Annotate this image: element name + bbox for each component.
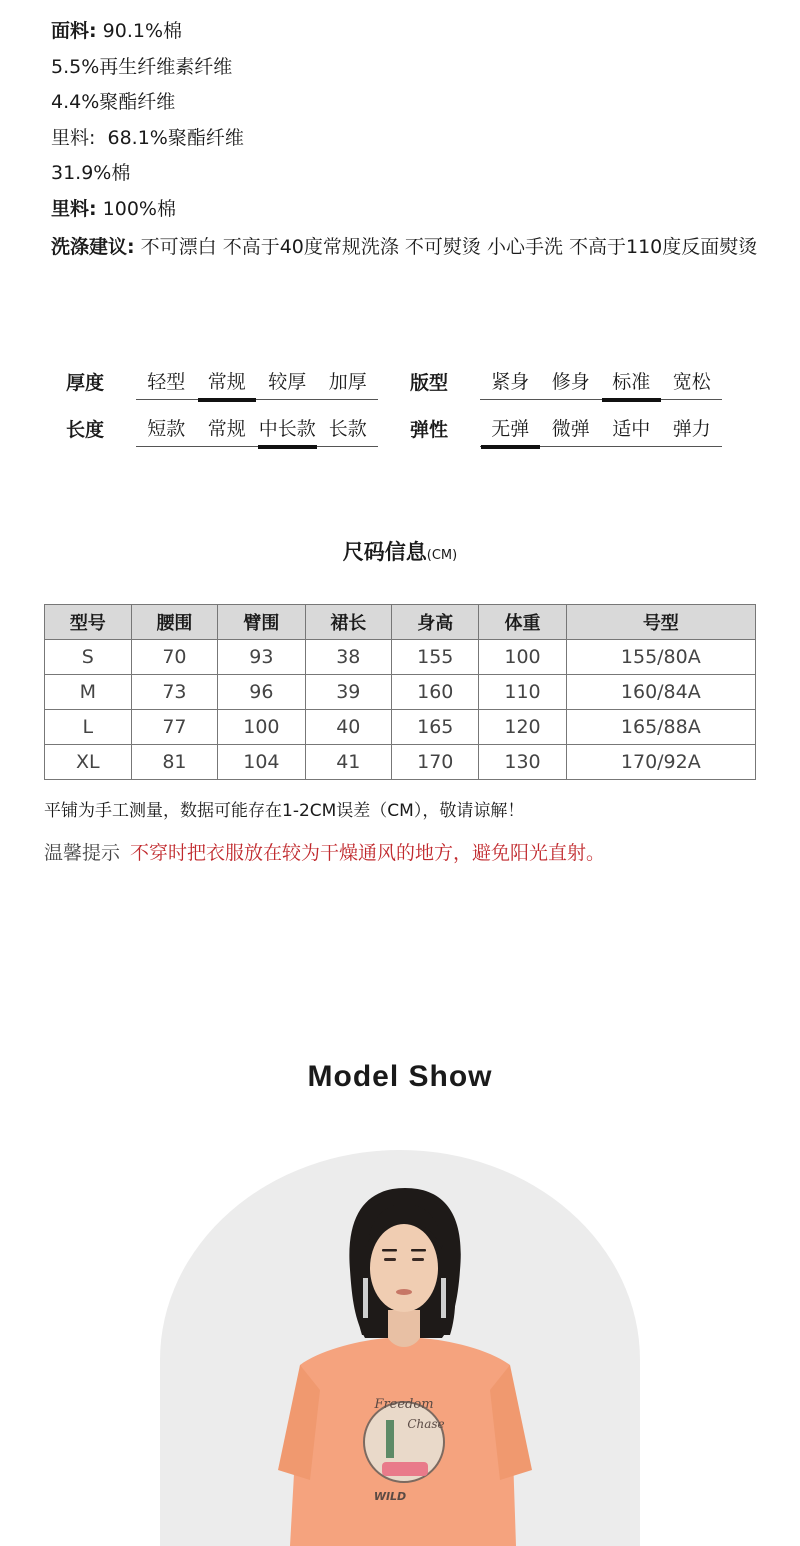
- fit-option-selected: 标准: [601, 362, 662, 399]
- lining-label: 里料:: [51, 126, 96, 149]
- length-label: 长度: [66, 419, 105, 441]
- table-cell: 81: [131, 745, 218, 780]
- lining2-line: [51, 192, 781, 228]
- table-row: [45, 675, 756, 710]
- table-cell: L: [45, 710, 132, 745]
- attr-row-2: [66, 409, 746, 456]
- table-cell: S: [45, 640, 132, 675]
- elasticity-options: [480, 409, 722, 447]
- fit-option: 紧身: [491, 371, 530, 393]
- lips: [396, 1289, 412, 1295]
- table-cell: 160/84A: [566, 675, 755, 710]
- elasticity-option: 微弹: [551, 418, 590, 440]
- size-title-text: 尺码信息: [342, 540, 427, 564]
- header-cell: 体重: [479, 605, 566, 640]
- tip-text: 不穿时把衣服放在较为干燥通风的地方，避免阳光直射。: [130, 842, 606, 864]
- table-cell: 38: [305, 640, 392, 675]
- fabric-label: 面料:: [51, 20, 97, 42]
- eye-left: [384, 1258, 396, 1261]
- table-cell: 100: [479, 640, 566, 675]
- fabric-line: [51, 14, 781, 50]
- thickness-label: 厚度: [66, 372, 105, 394]
- table-cell: 110: [479, 675, 566, 710]
- header-cell: 身高: [392, 605, 479, 640]
- lining-line: [51, 121, 781, 157]
- elasticity-label: 弹性: [410, 419, 449, 441]
- table-cell: 155: [392, 640, 479, 675]
- table-cell: 96: [218, 675, 305, 710]
- elasticity-option-selected: 无弹: [480, 409, 541, 446]
- table-cell: 77: [131, 710, 218, 745]
- table-row: [45, 710, 756, 745]
- brow-left: [382, 1249, 397, 1252]
- table-cell: 104: [218, 745, 305, 780]
- table-cell: 155/80A: [566, 640, 755, 675]
- table-cell: M: [45, 675, 132, 710]
- size-table: [44, 604, 756, 780]
- size-title-unit: (CM): [426, 548, 458, 563]
- length-option: 短款: [147, 418, 186, 440]
- thickness-options: [136, 362, 378, 400]
- header-cell: 裙长: [305, 605, 392, 640]
- fabric-line-3: 4.4%聚酯纤维: [51, 91, 176, 113]
- thickness-option: 加厚: [328, 371, 367, 393]
- table-row: [45, 640, 756, 675]
- lining2-label: 里料:: [51, 197, 97, 220]
- wash-line: [51, 228, 781, 266]
- thickness-option-selected: 常规: [197, 362, 258, 399]
- thickness-option: 较厚: [268, 371, 307, 393]
- print-text-1: Freedom: [374, 1397, 434, 1412]
- table-cell: 170/92A: [566, 745, 755, 780]
- eye-right: [412, 1258, 424, 1261]
- table-cell: 160: [392, 675, 479, 710]
- lining2-value: 100%棉: [102, 197, 176, 220]
- table-cell: 39: [305, 675, 392, 710]
- lining-line-2: 31.9%棉: [51, 162, 131, 184]
- length-option: 长款: [328, 418, 367, 440]
- header-cell: 号型: [566, 605, 755, 640]
- fit-options: [480, 362, 722, 400]
- table-cell: 93: [218, 640, 305, 675]
- table-cell: 130: [479, 745, 566, 780]
- table-cell: 41: [305, 745, 392, 780]
- table-cell: 170: [392, 745, 479, 780]
- length-option-selected: 中长款: [257, 409, 318, 446]
- car-icon: [382, 1462, 428, 1476]
- earring-left: [363, 1278, 368, 1318]
- earring-right: [441, 1278, 446, 1318]
- print-text-3: WILD: [373, 1490, 407, 1503]
- size-info-title: [0, 536, 800, 566]
- length-options: [136, 409, 378, 447]
- fabric-line-2: 5.5%再生纤维素纤维: [51, 55, 233, 78]
- tip-label: 温馨提示: [44, 842, 121, 864]
- table-cell: 73: [131, 675, 218, 710]
- model-show-title: Model Show: [307, 1060, 493, 1093]
- brow-right: [411, 1249, 426, 1252]
- table-cell: 100: [218, 710, 305, 745]
- size-table-header: [45, 605, 756, 640]
- elasticity-option: 适中: [612, 418, 651, 440]
- header-cell: 型号: [45, 605, 132, 640]
- lining-value: 68.1%聚酯纤维: [107, 126, 244, 149]
- table-cell: 165/88A: [566, 710, 755, 745]
- cactus-icon: [386, 1420, 394, 1458]
- table-cell: 40: [305, 710, 392, 745]
- table-cell: 165: [392, 710, 479, 745]
- table-cell: 70: [131, 640, 218, 675]
- model-photo: [160, 1150, 640, 1546]
- table-cell: 120: [479, 710, 566, 745]
- material-info: [51, 14, 781, 266]
- fit-label: 版型: [410, 372, 449, 394]
- fit-option: 修身: [551, 371, 590, 393]
- table-row: [45, 745, 756, 780]
- length-option: 常规: [207, 418, 246, 440]
- fabric-value: 90.1%棉: [102, 20, 183, 42]
- attribute-table: [66, 362, 746, 456]
- model-illustration: [160, 1150, 640, 1546]
- measurement-note: 平铺为手工测量，数据可能存在1-2CM误差（CM），敬请谅解！: [44, 801, 525, 821]
- header-cell: 臂围: [218, 605, 305, 640]
- thickness-option: 轻型: [147, 371, 186, 393]
- face: [370, 1224, 438, 1312]
- header-cell: 腰围: [131, 605, 218, 640]
- wash-text: 不可漂白 不高于40度常规洗涤 不可熨烫 小心手洗 不高于110度反面熨烫: [140, 236, 758, 258]
- wash-label: 洗涤建议:: [51, 236, 135, 258]
- fit-option: 宽松: [672, 371, 711, 393]
- table-cell: XL: [45, 745, 132, 780]
- attr-row-1: [66, 362, 746, 409]
- care-tip: [44, 838, 605, 865]
- print-text-2: Chase: [407, 1417, 445, 1431]
- elasticity-option: 弹力: [672, 418, 711, 440]
